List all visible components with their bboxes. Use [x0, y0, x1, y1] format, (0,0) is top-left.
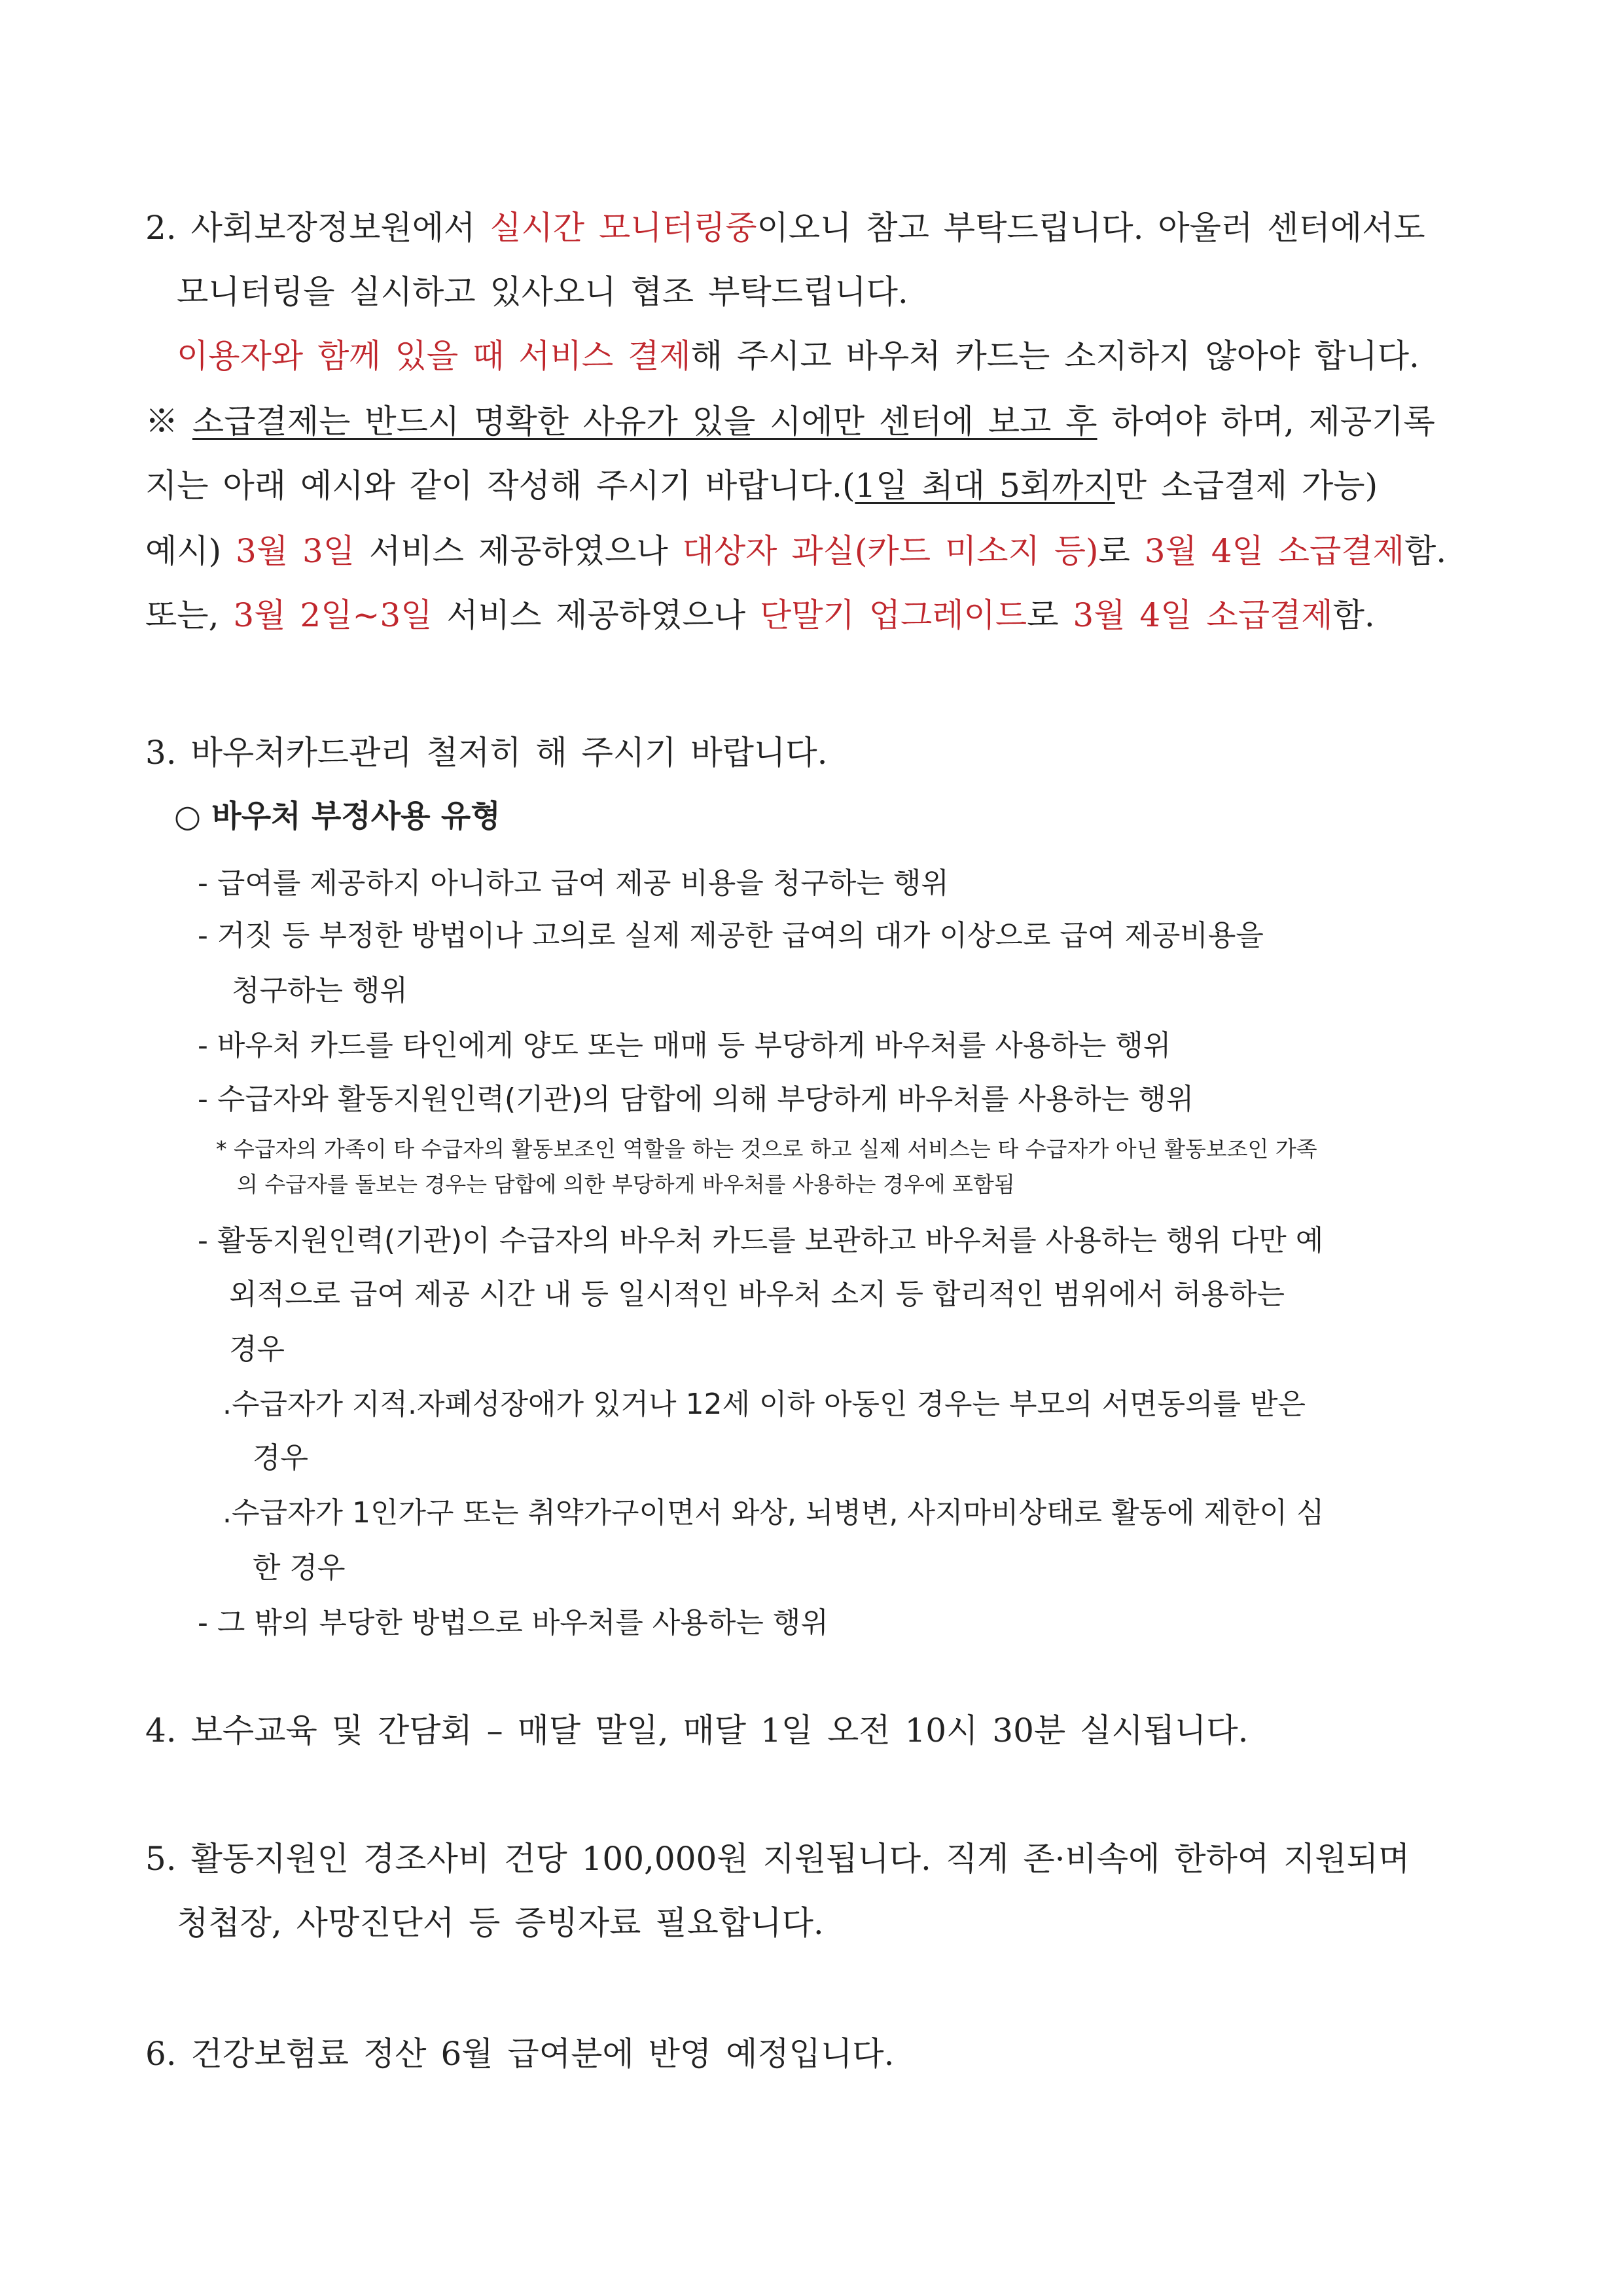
example-line-1: [145, 531, 1446, 571]
example-reason-1: 대상자 과실(카드 미소지 등): [682, 532, 1099, 570]
exception-2-line-1: .수급자가 1인가구 또는 취약가구이면서 와상, 뇌병변, 사지마비상태로 활동에 제한이 심: [223, 1496, 1325, 1530]
item-2-line-1: [145, 208, 1425, 247]
item-2-line-2: 모니터링을 실시하고 있사오니 협조 부탁드립니다.: [177, 273, 908, 311]
example-retro-date-2: 3월 4일 소급결제: [1073, 596, 1333, 634]
item-4-training: 4. 보수교육 및 간담회 – 매달 말일, 매달 1일 오전 10시 30분 실시됩니다.: [145, 1712, 1249, 1749]
misuse-item-2-line-2: 청구하는 행위: [232, 974, 408, 1007]
max-five-times-limit: 1일 최대 5회까지: [855, 467, 1115, 505]
note-mark: ※: [145, 403, 192, 440]
misuse-footnote-line-1: * 수급자의 가족이 타 수급자의 활동보조인 역할을 하는 것으로 하고 실제 서비스는 타 수급자가 아닌 활동보조인 가족: [216, 1136, 1317, 1162]
item-2-text: 2. 사회보장정보원에서: [145, 209, 490, 247]
example-text-1: 서비스 제공하였으나: [355, 532, 683, 570]
example-line-2: [145, 596, 1375, 635]
example-label: 예시): [145, 532, 236, 570]
retro-payment-note-text: 지는 아래 예시와 같이 작성해 주시기 바랍니다.(: [145, 467, 855, 505]
misuse-item-5-line-2: 외적으로 급여 제공 시간 내 등 일시적인 바우처 소지 등 합리적인 범위에서 허용하는: [229, 1278, 1285, 1311]
retro-payment-condition: 소급결제는 반드시 명확한 사유가 있을 시에만 센터에 보고 후: [192, 403, 1097, 440]
voucher-misuse-heading: ○ 바우처 부정사용 유형: [174, 798, 501, 834]
example-or-label: 또는,: [145, 596, 234, 634]
item-2-text-cont: 이오니 참고 부탁드립니다. 아울러 센터에서도: [757, 209, 1425, 247]
retro-payment-note-line-2: [145, 466, 1378, 505]
retro-payment-note-line-1: [145, 402, 1435, 441]
misuse-item-3: - 바우처 카드를 타인에게 양도 또는 매매 등 부당하게 바우처를 사용하는 행위: [198, 1029, 1171, 1062]
item-6-insurance: 6. 건강보험료 정산 6월 급여분에 반영 예정입니다.: [145, 2035, 895, 2073]
misuse-item-4: - 수급자와 활동지원인력(기관)의 담합에 의해 부당하게 바우처를 사용하는 행위: [198, 1083, 1194, 1116]
item-2-line-3: [177, 336, 1419, 376]
retro-payment-note-cont: 하여야 하며, 제공기록: [1097, 403, 1435, 440]
exception-2-line-2: 한 경우: [253, 1551, 346, 1585]
payment-with-user-highlight: 이용자와 함께 있을 때 서비스 결제: [177, 337, 691, 375]
retro-payment-note-end: 만 소급결제 가능): [1115, 467, 1378, 505]
misuse-item-2-line-1: - 거짓 등 부정한 방법이나 고의로 실제 제공한 급여의 대가 이상으로 급여 제공비용을: [198, 919, 1264, 952]
example-text-2: 로: [1098, 532, 1145, 570]
item-2-line-3-cont: 해 주시고 바우처 카드는 소지하지 않아야 합니다.: [690, 337, 1419, 375]
example-date-2: 3월 2일~3일: [233, 596, 433, 634]
realtime-monitoring-highlight: 실시간 모니터링중: [490, 209, 757, 247]
exception-1-line-2: 경우: [253, 1441, 309, 1475]
item-3-title: 3. 바우처카드관리 철저히 해 주시기 바랍니다.: [145, 734, 828, 772]
example-text-3: 함.: [1404, 532, 1447, 570]
misuse-footnote-line-2: 의 수급자를 돌보는 경우는 담합에 의한 부당하게 바우처를 사용하는 경우에 포함됨: [237, 1172, 1015, 1197]
misuse-item-1: - 급여를 제공하지 아니하고 급여 제공 비용을 청구하는 행위: [198, 867, 949, 900]
item-5-line-2: 청첩장, 사망진단서 등 증빙자료 필요합니다.: [177, 1904, 824, 1942]
item-5-line-1: 5. 활동지원인 경조사비 건당 100,000원 지원됩니다. 직계 존·비속에 한하여 지원되며: [145, 1840, 1410, 1878]
misuse-item-5-line-1: - 활동지원인력(기관)이 수급자의 바우처 카드를 보관하고 바우처를 사용하는 행위 다만 예: [198, 1224, 1324, 1257]
example-text-4: 서비스 제공하였으나: [432, 596, 760, 634]
exception-1-line-1: .수급자가 지적.자폐성장애가 있거나 12세 이하 아동인 경우는 부모의 서면동의를 받은: [223, 1388, 1306, 1421]
example-reason-2: 단말기 업그레이드: [759, 596, 1027, 634]
example-text-5: 로: [1027, 596, 1073, 634]
example-retro-date-1: 3월 4일 소급결제: [1144, 532, 1404, 570]
example-date-1: 3월 3일: [236, 532, 355, 570]
misuse-item-6: - 그 밖의 부당한 방법으로 바우처를 사용하는 행위: [198, 1606, 829, 1640]
misuse-item-5-line-3: 경우: [229, 1333, 285, 1366]
example-text-6: 함.: [1332, 596, 1375, 634]
